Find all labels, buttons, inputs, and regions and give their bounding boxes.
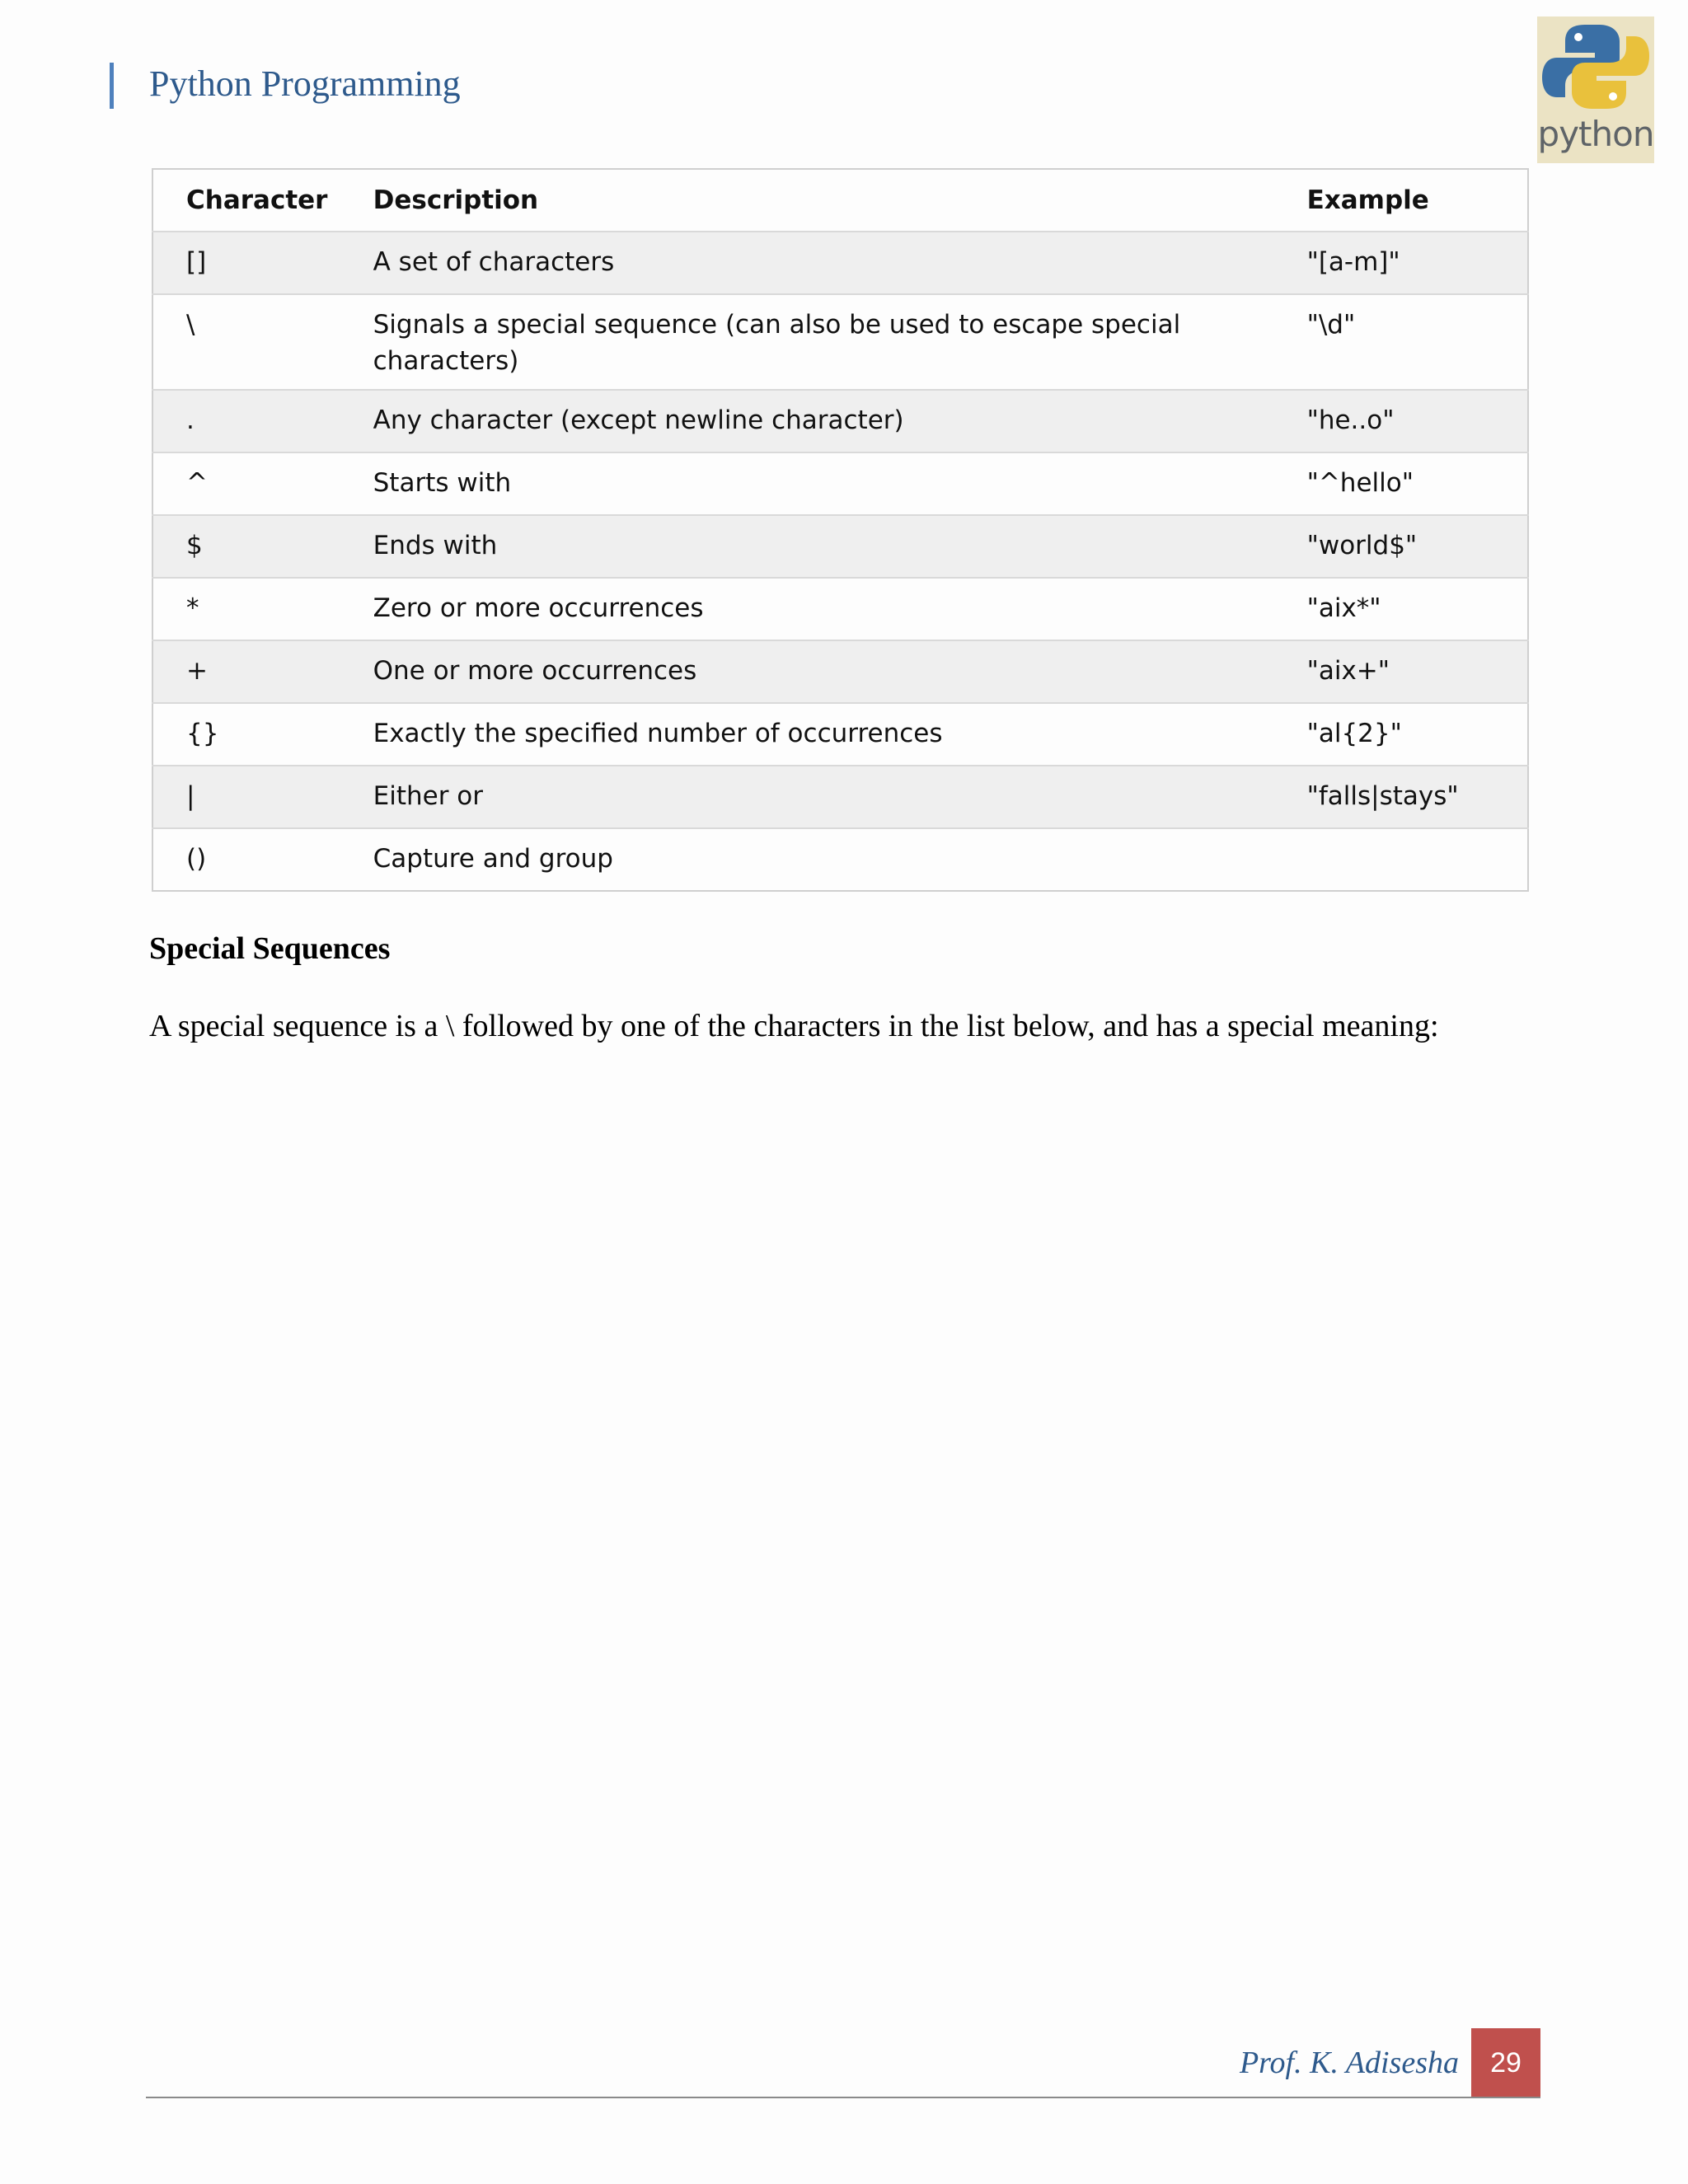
table-cell-description: Either or <box>373 766 1307 828</box>
column-header-description: Description <box>373 185 539 215</box>
table-cell-example: "\d" <box>1307 294 1528 390</box>
table-cell-character: * <box>152 578 373 640</box>
section-heading: Special Sequences <box>149 931 391 966</box>
table-cell-example: "al{2}" <box>1307 703 1528 766</box>
table-row <box>152 640 1528 703</box>
table-row <box>152 294 1528 390</box>
table-cell-character: \ <box>152 294 373 390</box>
table-cell-character: {} <box>152 703 373 766</box>
python-logo <box>1537 16 1654 163</box>
footer-divider <box>146 2097 1540 2098</box>
table-cell-character: . <box>152 390 373 452</box>
section-paragraph: A special sequence is a \ followed by one of the characters in the list below, and has a special meaning: <box>149 1009 1439 1043</box>
table-cell-example <box>1307 828 1528 891</box>
table-cell-description: Exactly the specified number of occurrences <box>373 703 1307 766</box>
table-row <box>152 578 1528 640</box>
table-cell-description: Ends with <box>373 515 1307 578</box>
table-cell-description: A set of characters <box>373 232 1307 294</box>
metacharacters-table <box>152 168 1529 892</box>
table-cell-character: ^ <box>152 452 373 515</box>
header-accent-bar <box>110 63 114 109</box>
page-number-badge: 29 <box>1471 2028 1540 2097</box>
table-cell-character: () <box>152 828 373 891</box>
python-logo-icon <box>1537 16 1654 115</box>
table-cell-character: $ <box>152 515 373 578</box>
table-cell-example: "world$" <box>1307 515 1528 578</box>
table-cell-example: "[a-m]" <box>1307 232 1528 294</box>
table-cell-example: "aix+" <box>1307 640 1528 703</box>
table-row <box>152 452 1528 515</box>
table-row <box>152 515 1528 578</box>
table-cell-description: Capture and group <box>373 828 1307 891</box>
column-header-example: Example <box>1306 185 1429 215</box>
python-logo-text: python <box>1537 114 1654 154</box>
table-row <box>152 703 1528 766</box>
table-row <box>152 232 1528 294</box>
table-cell-example: "aix*" <box>1307 578 1528 640</box>
table-cell-example: "falls|stays" <box>1307 766 1528 828</box>
table-cell-example: "^hello" <box>1307 452 1528 515</box>
page-header-title: Python Programming <box>149 63 461 104</box>
table-cell-description: Any character (except newline character) <box>373 390 1307 452</box>
table-cell-character: + <box>152 640 373 703</box>
table-cell-character: [] <box>152 232 373 294</box>
table-row <box>152 828 1528 891</box>
table-cell-description: One or more occurrences <box>373 640 1307 703</box>
footer-author: Prof. K. Adisesha <box>1239 2046 1459 2080</box>
table-row <box>152 766 1528 828</box>
table-cell-character: | <box>152 766 373 828</box>
table-cell-description: Zero or more occurrences <box>373 578 1307 640</box>
table-cell-description: Starts with <box>373 452 1307 515</box>
table-header-row <box>152 169 1528 232</box>
table-cell-example: "he..o" <box>1307 390 1528 452</box>
table-row <box>152 390 1528 452</box>
table-cell-description: Signals a special sequence (can also be used to escape special characters) <box>373 294 1307 390</box>
column-header-character: Character <box>186 185 328 215</box>
